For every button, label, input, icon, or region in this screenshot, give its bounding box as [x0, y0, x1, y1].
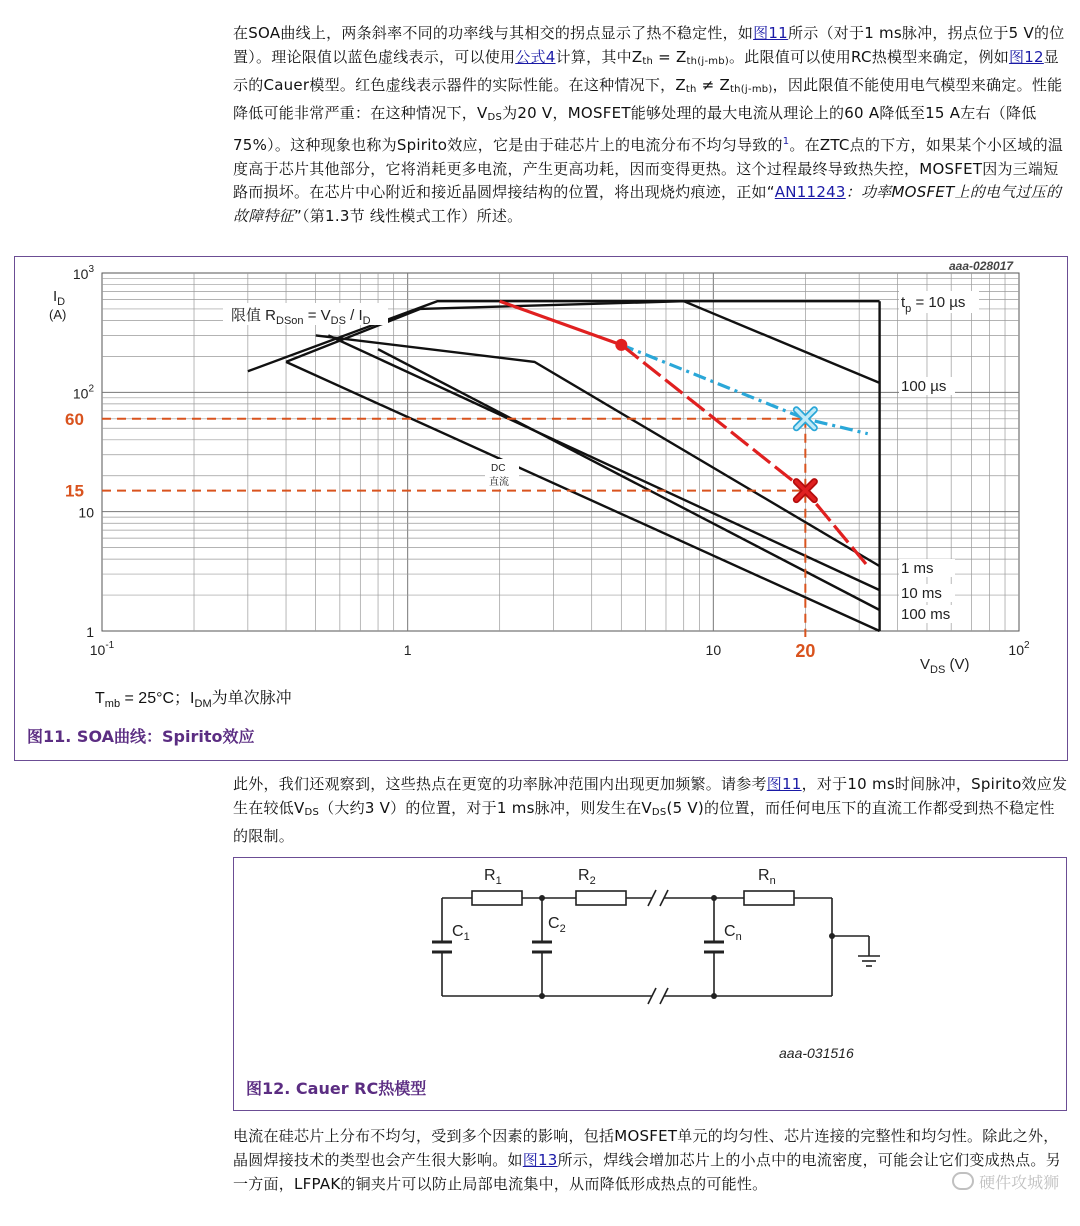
chart-grid	[102, 273, 1019, 631]
tp-label: $t_p = 10$ µs	[901, 294, 966, 315]
series-label: 10 ms	[901, 585, 942, 602]
x-tick-label: 1	[403, 642, 412, 658]
y-tick-label: $10^3$	[72, 264, 94, 282]
inflection-point	[615, 339, 627, 351]
soa-chart	[15, 257, 1069, 707]
cauer-rc-diagram	[234, 858, 1068, 1073]
label-r1: $R_1$	[484, 867, 502, 887]
y-marker-60: 60	[65, 409, 84, 429]
y-tick-label: 10	[78, 504, 94, 521]
figure-12-code: aaa-031516	[779, 1045, 854, 1061]
actual-limit-dashed	[621, 345, 867, 566]
x-tick-label: 10	[705, 642, 722, 658]
y-axis-label: $I_D$	[53, 288, 66, 308]
equation-4-link[interactable]: 公式4	[515, 47, 556, 66]
watermark-icon	[952, 1172, 974, 1190]
y-axis-unit: (A)	[49, 307, 67, 322]
figure-11-link[interactable]: 图11	[753, 24, 788, 42]
series-label: 100 ms	[901, 606, 951, 623]
figure-11-link-2[interactable]: 图11	[766, 775, 802, 793]
x-tick-label: $10^{-1}$	[89, 640, 115, 658]
intro-paragraph: 在SOA曲线上，两条斜率不同的功率线与其相交的拐点显示了热不稳定性，如图11所示（对于1 ms脉冲，拐点位于5 V的位置）。理论限值以蓝色虚线表示，可以使用公式4计算，其中$Z_{th} = Z_{th(j-mb)}$。此限值可以使用RC热模型来确定，例如图12显示的Cauer模型。红色虚线表示器件的实际性能。在这种情况下，$Z_{th} \ne Z_{th(j-mb)}$，因此限值不能使用电气模型来确定。性能降低可能非常严重：在这种情况下，$V_{DS}$为20 V，MOSFET能够处理的最大电流从理论上的60 A降低至15 A左右（降低75%）。这种现象也称为Spirito效应，它是由于硅芯片上的电流分布不均匀导致的$^1$。在ZTC点的下方，如果某个小区域的温度高于芯片其他部分，它将消耗更多电流，产生更高功耗，因而变得更热。这个过程最终导致热失控，MOSFET因为三端短路而损坏。在芯片中心附近和接近晶圆焊接结构的位置，将出现烧灼痕迹，正如“AN11243：功率MOSFET上的电气过压的故障特征”（第1.3节 线性模式工作）所述。	[233, 24, 1065, 226]
footnote-1-link[interactable]: 1	[782, 135, 790, 147]
current-distribution-paragraph: 电流在硅芯片上分布不均匀，受到多个因素的影响，包括MOSFET单元的均匀性、芯片连接的完整性和均匀性。除此之外，晶圆焊接技术的类型也会产生很大影响。如图13所示，焊线会增加芯片上的小点中的电流密度，可能会让它们变成热点。另一方面，LFPAK的铜夹片可以防止局部电流集中，从而降低形成热点的可能性。	[233, 1127, 1061, 1193]
hotspot-paragraph: 此外，我们还观察到，这些热点在更宽的功率脉冲范围内出现更加频繁。请参考图11，对于10 ms时间脉冲，Spirito效应发生在较低$V_{DS}$（大约3 V）的位置，对于1 ms脉冲，则发生在$V_{DS}(5$ V)的位置，而任何电压下的直流工作都受到热不稳定性的限制。	[233, 775, 1068, 845]
figure-12-link[interactable]: 图12	[1008, 47, 1044, 66]
x-axis-label: $V_{DS}$ (V)	[920, 656, 970, 676]
plot-frame	[102, 273, 1019, 631]
series-label: 100 µs	[901, 378, 947, 395]
soa-line-1-ms	[316, 335, 880, 566]
soa-line-10-ms	[328, 335, 879, 590]
soa-limit-lines	[248, 301, 880, 631]
chart-labels	[49, 259, 1030, 676]
watermark: 硬件攻城狮	[952, 1170, 1059, 1193]
rdson-limit-label: 限值 $R_{DSon} = V_{DS} / I_D$	[231, 307, 371, 327]
figure-11-box	[14, 256, 1068, 761]
figure-11-conditions: $T_{mb} = 25^\circ C$；$I_{DM}$为单次脉冲	[95, 690, 292, 711]
figure-13-link[interactable]: 图13	[522, 1150, 558, 1169]
soa-line-DC	[286, 362, 880, 631]
x-tick-label: $10^2$	[1008, 640, 1030, 658]
series-label: 1 ms	[901, 560, 934, 577]
label-r2: $R_2$	[578, 867, 596, 887]
figure-12-box	[233, 857, 1067, 1111]
junction-dots	[539, 895, 835, 999]
theoretical-limit-line	[621, 345, 867, 434]
figure-12-caption: 图12. Cauer RC热模型	[246, 1079, 427, 1098]
dc-label: DC	[491, 463, 506, 474]
figure-11-code: aaa-028017	[949, 259, 1014, 273]
y-tick-label: 1	[86, 624, 94, 640]
y-marker-15: 15	[65, 481, 84, 501]
x-marker-20: 20	[795, 641, 816, 661]
label-cn: $C_n$	[724, 923, 742, 943]
actual-limit-solid	[500, 301, 622, 345]
an11243-link[interactable]: AN11243	[774, 183, 846, 202]
label-c1: $C_1$	[452, 923, 470, 943]
figure-11-caption: 图11. SOA曲线：Spirito效应	[27, 727, 255, 746]
chart-overlays	[102, 301, 868, 637]
resistor-r2	[576, 891, 626, 905]
resistor-r1	[472, 891, 522, 905]
y-tick-label: $10^2$	[72, 383, 94, 402]
label-rn: $R_n$	[758, 867, 776, 887]
resistor-rn	[744, 891, 794, 905]
dc-label-cn: 直流	[489, 477, 509, 488]
label-c2: $C_2$	[548, 915, 566, 935]
